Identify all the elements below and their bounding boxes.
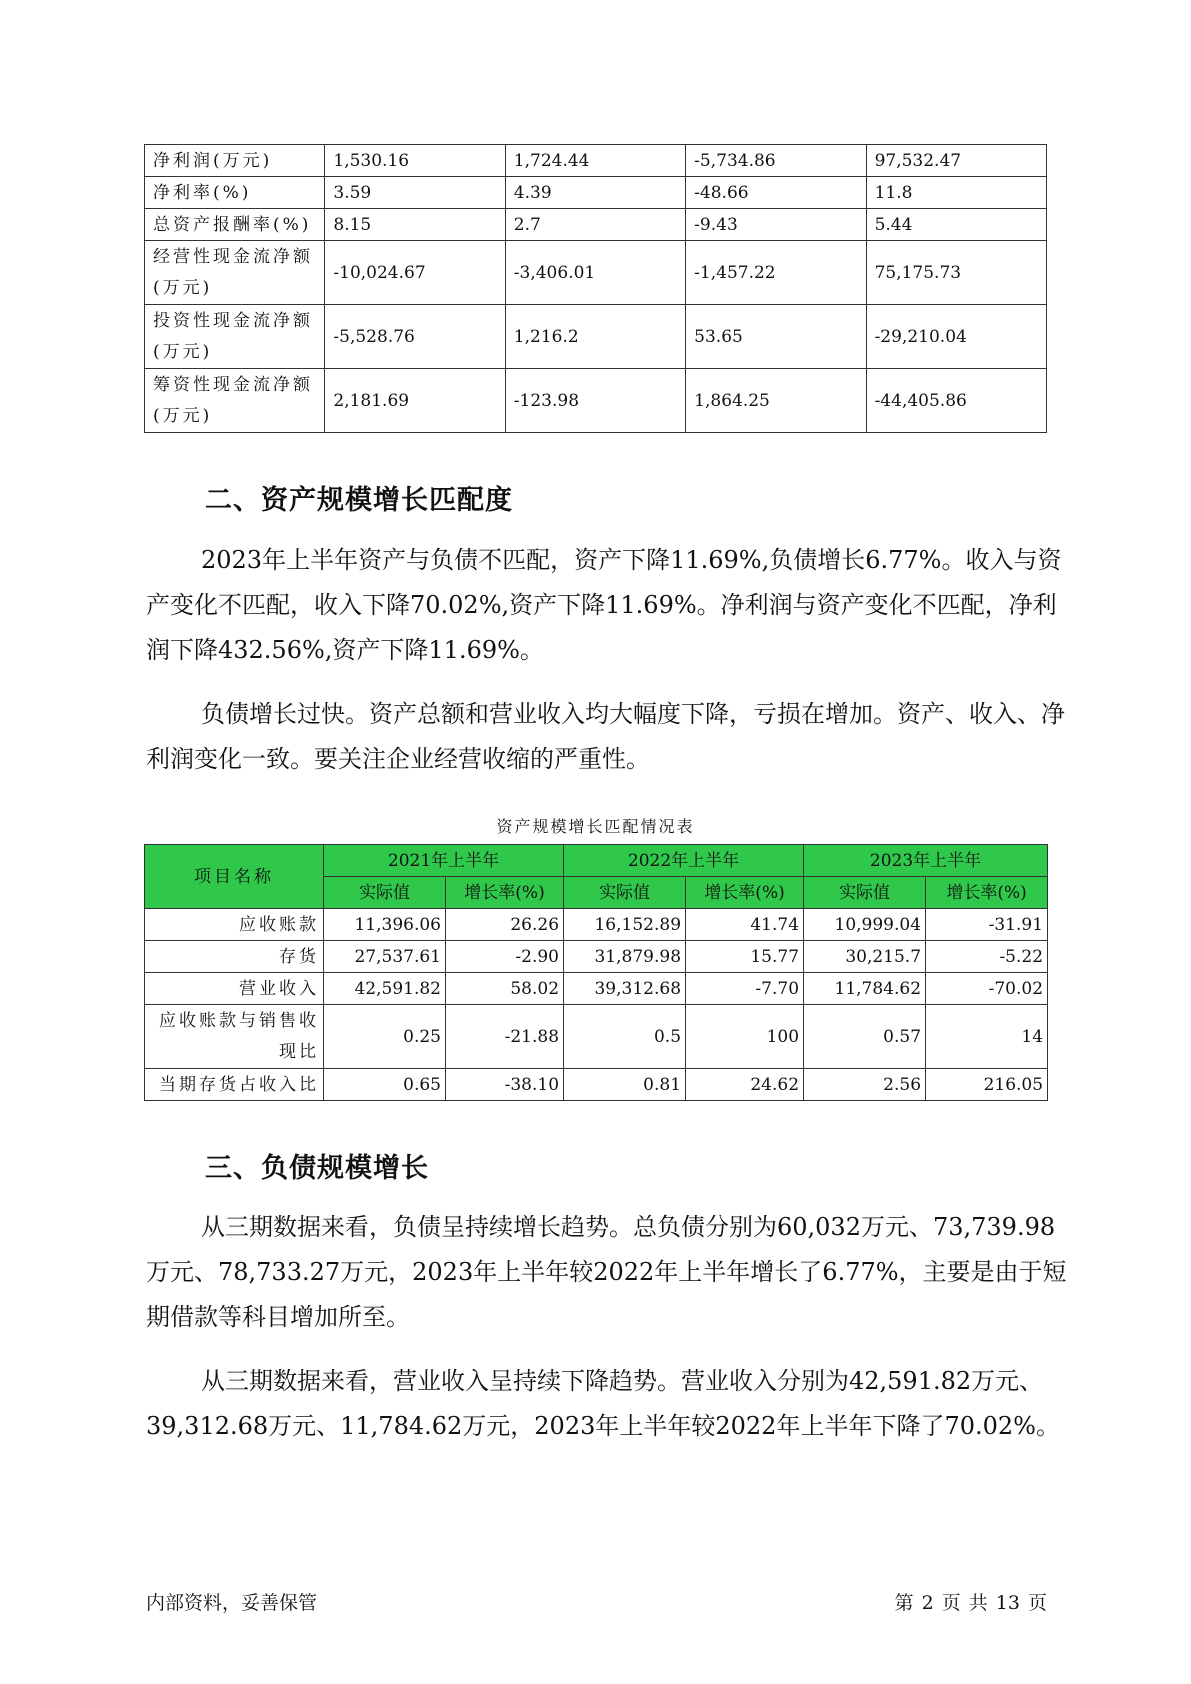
row-label: 投资性现金流净额(万元) [145,305,325,369]
table-cell: 42,591.82 [324,973,446,1005]
table-cell: -48.66 [686,177,866,209]
table-cell: 16,152.89 [564,909,686,941]
table-row [145,1005,1048,1069]
table-cell: 30,215.7 [804,941,926,973]
table-cell: -44,405.86 [866,369,1046,433]
table-cell: 2.56 [804,1069,926,1101]
table-cell: 97,532.47 [866,145,1046,177]
paragraph: 2023年上半年资产与负债不匹配，资产下降11.69%,负债增长6.77%。收入与资产变化不匹配，收入下降70.02%,资产下降11.69%。净利润与资产变化不匹配，净利润下降432.56%,资产下降11.69%。 [146,546,1062,664]
table-cell: 39,312.68 [564,973,686,1005]
table-cell: 75,175.73 [866,241,1046,305]
column-header: 2021年上半年 [324,845,564,877]
table-cell: 11,784.62 [804,973,926,1005]
table-cell: 0.81 [564,1069,686,1101]
row-label: 存货 [145,941,324,973]
table-row [145,209,1047,241]
table-cell: -3,406.01 [505,241,685,305]
table-cell: 2,181.69 [325,369,505,433]
column-header: 增长率(%) [686,877,804,909]
table-cell: 100 [686,1005,804,1069]
column-header: 增长率(%) [926,877,1048,909]
table-row [145,305,1047,369]
table-row [145,941,1048,973]
table-row [145,177,1047,209]
row-label: 应收账款 [145,909,324,941]
row-label: 营业收入 [145,973,324,1005]
table-cell: 11,396.06 [324,909,446,941]
table-row [145,909,1048,941]
row-label: 净利润(万元) [145,145,325,177]
table-cell: 1,216.2 [505,305,685,369]
asset-growth-table [144,844,1048,1101]
table-cell: 8.15 [325,209,505,241]
table-cell: 0.57 [804,1005,926,1069]
table-cell: 5.44 [866,209,1046,241]
table-cell: 26.26 [446,909,564,941]
table-cell: -38.10 [446,1069,564,1101]
table-cell: 216.05 [926,1069,1048,1101]
table-row [145,973,1048,1005]
table-cell: 11.8 [866,177,1046,209]
table-cell: -9.43 [686,209,866,241]
table-cell: 14 [926,1005,1048,1069]
table-cell: 0.25 [324,1005,446,1069]
table-cell: 10,999.04 [804,909,926,941]
table-cell: 31,879.98 [564,941,686,973]
table-cell: -5,528.76 [325,305,505,369]
table-cell: 1,724.44 [505,145,685,177]
section-heading: 二、资产规模增长匹配度 [205,485,513,516]
column-header: 项目名称 [145,845,324,909]
section-heading: 三、负债规模增长 [205,1153,429,1184]
table-row [145,241,1047,305]
table-cell: 53.65 [686,305,866,369]
column-header: 增长率(%) [446,877,564,909]
row-label: 经营性现金流净额(万元) [145,241,325,305]
paragraph: 从三期数据来看，营业收入呈持续下降趋势。营业收入分别为42,591.82万元、39,312.68万元、11,784.62万元，2023年上半年较2022年上半年下降了70.02%。 [146,1367,1060,1440]
table-cell: -1,457.22 [686,241,866,305]
table-cell: 24.62 [686,1069,804,1101]
row-label: 总资产报酬率(%) [145,209,325,241]
table-row [145,369,1047,433]
table-cell: -10,024.67 [325,241,505,305]
table-cell: -29,210.04 [866,305,1046,369]
row-label: 应收账款与销售收现比 [145,1005,324,1069]
table-cell: -31.91 [926,909,1048,941]
financial-indicators-table [144,144,1047,433]
table-cell: -5,734.86 [686,145,866,177]
table-cell: 1,530.16 [325,145,505,177]
column-header: 2022年上半年 [564,845,804,877]
page-number: 第 2 页 共 13 页 [894,1592,1047,1614]
table-cell: -123.98 [505,369,685,433]
table-cell: -7.70 [686,973,804,1005]
footer-note: 内部资料，妥善保管 [146,1592,318,1614]
column-header: 实际值 [564,877,686,909]
paragraph: 从三期数据来看，负债呈持续增长趋势。总负债分别为60,032万元、73,739.98万元、78,733.27万元，2023年上半年较2022年上半年增长了6.77%，主要是由于短期借款等科目增加所至。 [146,1213,1067,1331]
table-cell: -2.90 [446,941,564,973]
row-label: 当期存货占收入比 [145,1069,324,1101]
table-cell: 0.65 [324,1069,446,1101]
table-row [145,145,1047,177]
table-cell: 15.77 [686,941,804,973]
table-header-row [145,845,1048,877]
table-cell: 27,537.61 [324,941,446,973]
table-cell: 2.7 [505,209,685,241]
table-cell: 4.39 [505,177,685,209]
table-cell: 41.74 [686,909,804,941]
table-cell: -21.88 [446,1005,564,1069]
table-cell: -5.22 [926,941,1048,973]
table-cell: -70.02 [926,973,1048,1005]
table-cell: 58.02 [446,973,564,1005]
table-caption: 资产规模增长匹配情况表 [496,817,695,836]
column-header: 实际值 [804,877,926,909]
table-cell: 0.5 [564,1005,686,1069]
table-cell: 3.59 [325,177,505,209]
row-label: 筹资性现金流净额(万元) [145,369,325,433]
table-row [145,1069,1048,1101]
row-label: 净利率(%) [145,177,325,209]
table-cell: 1,864.25 [686,369,866,433]
column-header: 2023年上半年 [804,845,1048,877]
paragraph: 负债增长过快。资产总额和营业收入均大幅度下降，亏损在增加。资产、收入、净利润变化一致。要关注企业经营收缩的严重性。 [146,700,1065,773]
column-header: 实际值 [324,877,446,909]
